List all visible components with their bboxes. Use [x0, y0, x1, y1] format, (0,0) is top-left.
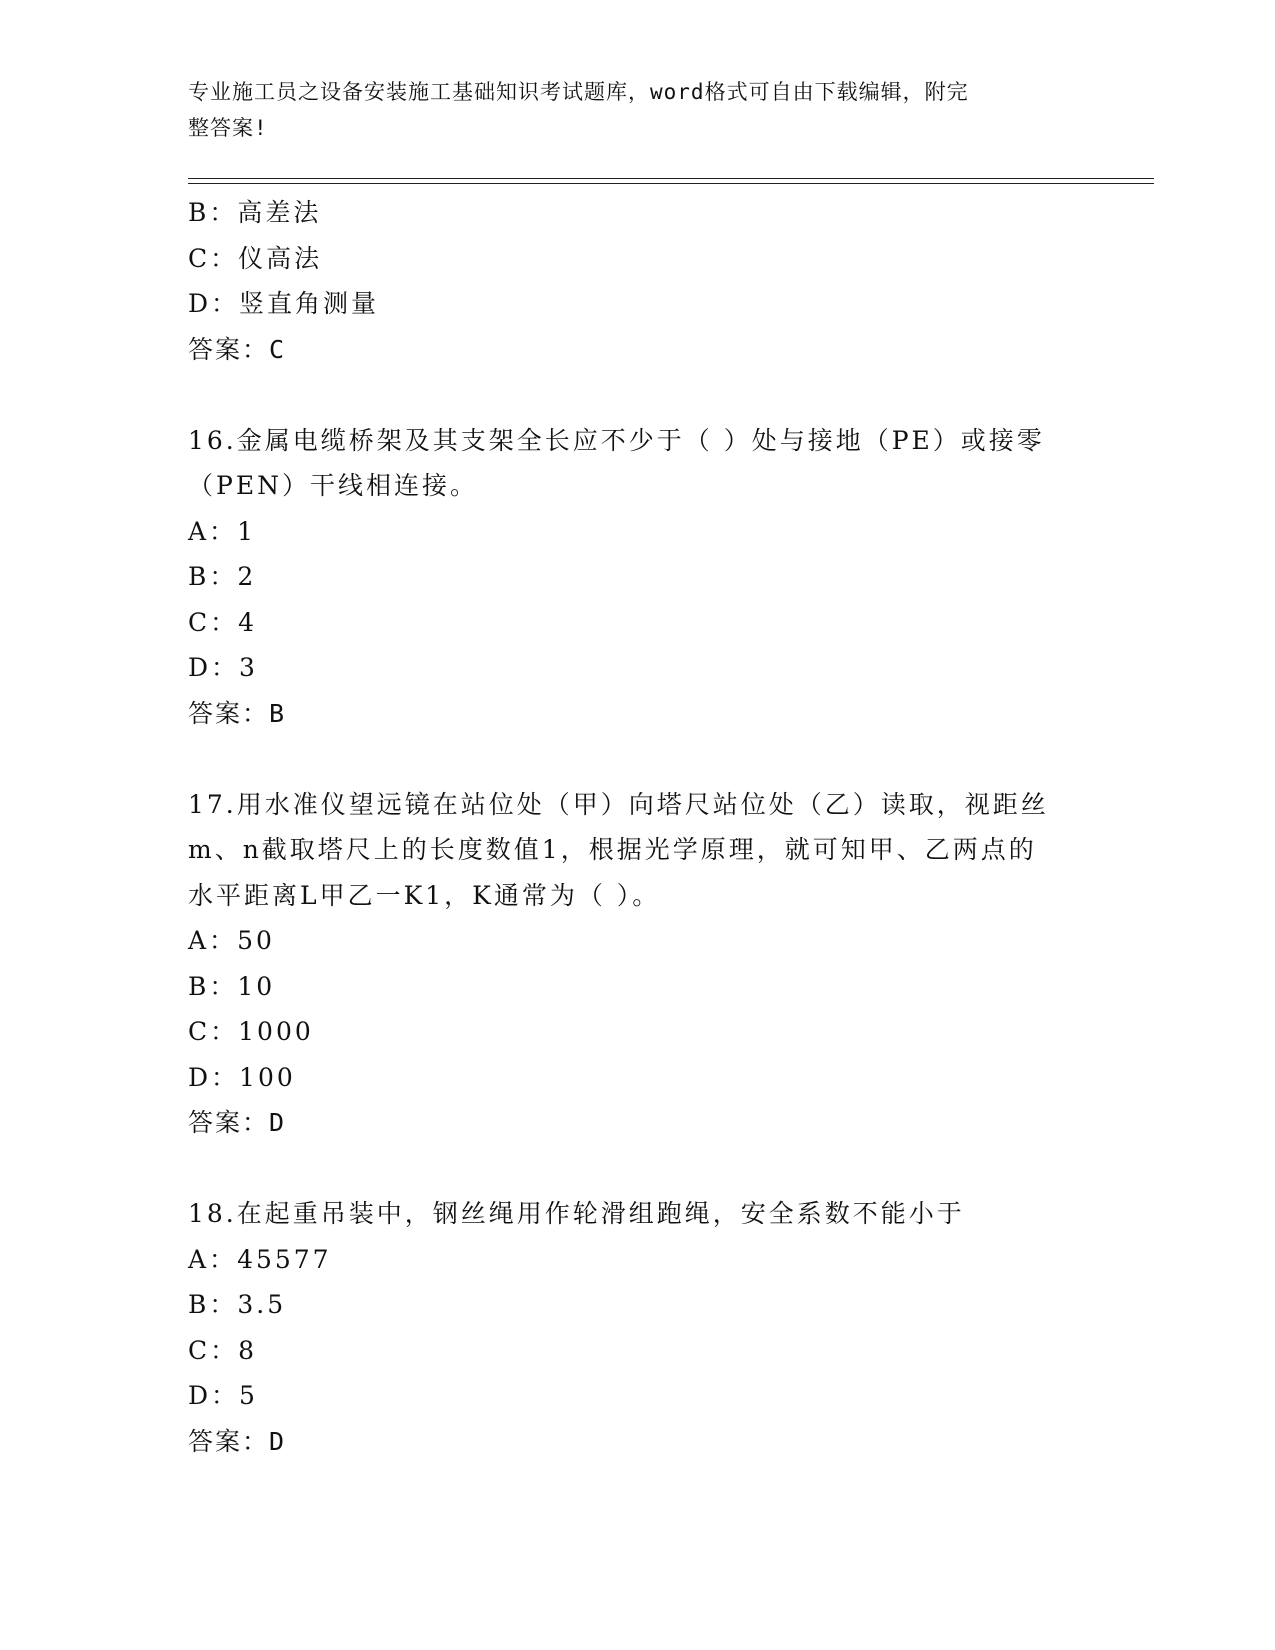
document-header [188, 74, 1088, 146]
option-text: 3 [239, 653, 258, 682]
answer-line [188, 691, 1088, 737]
option-text: 高差法 [237, 198, 322, 227]
question-text [188, 1191, 1068, 1237]
option-text: 100 [239, 1062, 296, 1092]
option-text: 4 [238, 607, 258, 637]
question-text-line: 17.用水准仪望远镜在站位处（甲）向塔尺站位处（乙）读取，视距丝 [188, 789, 1049, 819]
header-divider-bottom [188, 183, 1154, 184]
option-label: B： [188, 198, 238, 227]
option-label: A： [188, 516, 238, 546]
question-17 [188, 782, 1088, 1146]
option-label: C： [188, 243, 239, 273]
option-label: A： [188, 1244, 238, 1274]
header-line-2: 整答案! [188, 116, 268, 140]
option-label: D： [188, 289, 240, 318]
option-label: B： [188, 971, 238, 1001]
answer-value: C [269, 334, 287, 364]
answer-value: D [269, 1108, 287, 1137]
option-label: C： [188, 1017, 239, 1046]
answer-value: B [269, 698, 287, 728]
option-text: 10 [237, 971, 276, 1001]
option-a [188, 1237, 1088, 1283]
spacer [188, 736, 1088, 782]
answer-line [188, 1100, 1088, 1146]
spacer [188, 1146, 1088, 1192]
question-text [188, 782, 1068, 919]
prev-question-block [188, 190, 1088, 372]
option-text: 1000 [238, 1017, 314, 1046]
question-text-line: 18.在起重吊装中，钢丝绳用作轮滑组跑绳，安全系数不能小于 [188, 1199, 965, 1228]
option-a [188, 509, 1088, 555]
question-text [188, 418, 1068, 509]
header-line-1: 专业施工员之设备安装施工基础知识考试题库，word格式可自由下载编辑，附完 [188, 80, 969, 104]
option-label: A： [188, 926, 238, 955]
header-divider-top [188, 178, 1154, 179]
option-c [188, 600, 1088, 646]
option-d [188, 645, 1088, 691]
question-text-line: （PEN）干线相连接。 [188, 471, 478, 500]
question-list [188, 190, 1088, 1464]
option-text: 竖直角测量 [239, 289, 380, 318]
option-b [188, 554, 1088, 600]
option-text: 8 [238, 1335, 258, 1365]
question-text-line: 水平距离L甲乙一K1，K通常为（ ）。 [188, 880, 661, 910]
question-18 [188, 1191, 1088, 1464]
option-text: 1 [237, 516, 256, 546]
spacer [188, 372, 1088, 418]
option-b [188, 964, 1088, 1010]
option-text: 仪高法 [238, 243, 323, 273]
option-c [188, 1328, 1088, 1374]
option-label: D： [188, 1062, 240, 1092]
answer-line [188, 1419, 1088, 1465]
option-label: B： [188, 1290, 238, 1319]
option-c [188, 1009, 1088, 1055]
option-text: 2 [237, 562, 257, 591]
answer-value: D [269, 1426, 287, 1456]
option-text: 5 [239, 1381, 258, 1410]
question-text-line: 16.金属电缆桥架及其支架全长应不少于（ ）处与接地（PE）或接零 [188, 425, 1045, 455]
option-label: D： [188, 653, 240, 682]
answer-label: 答案： [188, 1426, 270, 1456]
option-b [188, 1282, 1088, 1328]
answer-line [188, 327, 1088, 373]
question-16 [188, 418, 1088, 737]
option-label: C： [188, 607, 239, 637]
option-b [188, 190, 1088, 236]
option-label: B： [188, 562, 238, 591]
option-text: 45577 [237, 1244, 332, 1274]
option-label: D： [188, 1381, 240, 1410]
option-a [188, 918, 1088, 964]
question-text-line: m、n截取塔尺上的长度数值1，根据光学原理，就可知甲、乙两点的 [188, 835, 1037, 864]
answer-label: 答案： [188, 1108, 270, 1137]
answer-label: 答案： [188, 698, 270, 728]
option-text: 3.5 [237, 1290, 287, 1319]
option-d [188, 1055, 1088, 1101]
answer-label: 答案： [188, 334, 270, 364]
option-d [188, 1373, 1088, 1419]
option-c [188, 236, 1088, 282]
option-d [188, 281, 1088, 327]
option-text: 50 [237, 926, 275, 955]
option-label: C： [188, 1335, 239, 1365]
